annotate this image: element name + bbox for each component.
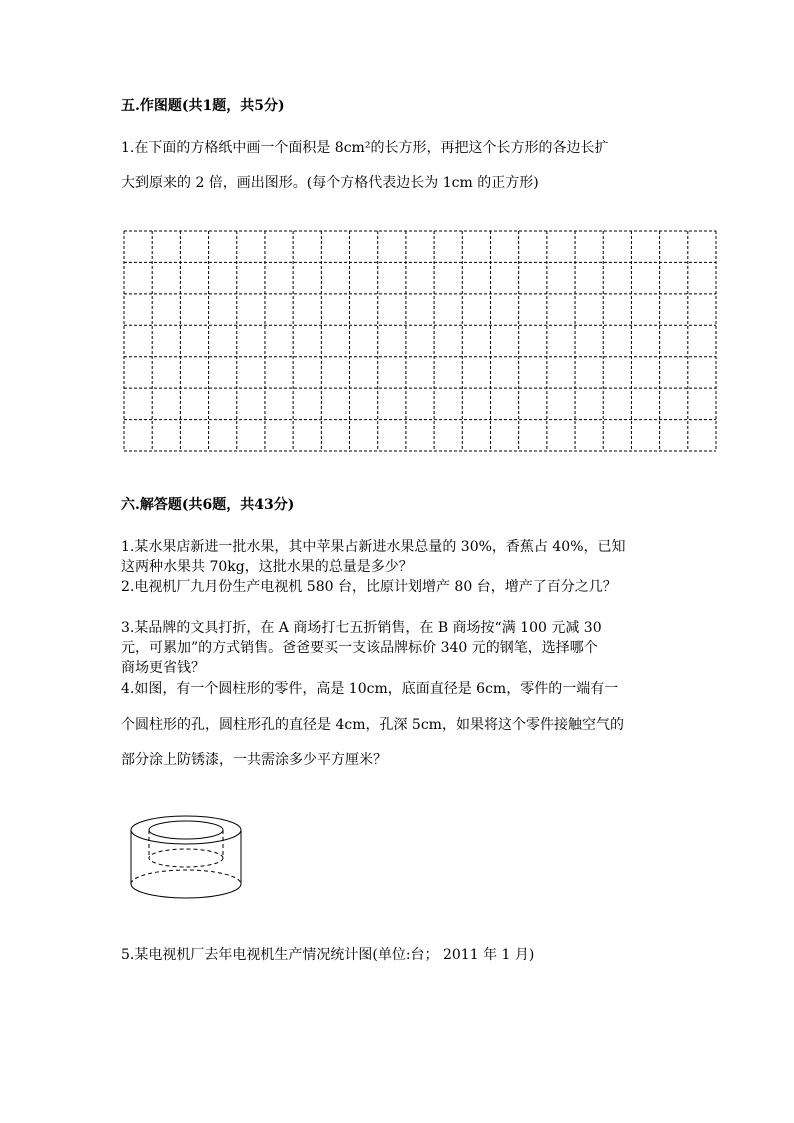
section6-q1-line2: 这两种水果共 70kg，这批水果的总量是多少？ (121, 559, 413, 575)
section6-heading: 六.解答题(共6题，共43分) (121, 497, 295, 513)
section6-q4-line3: 部分涂上防锈漆，一共需涂多少平方厘米？ (121, 752, 387, 768)
section6-q1-line1: 1.某水果店新进一批水果，其中苹果占新进水果总量的 30%，香蕉占 40%，已知 (121, 539, 626, 555)
inner-bottom-ellipse (149, 849, 223, 867)
section5-heading: 五.作图题(共1题，共5分) (121, 98, 285, 114)
section6-q3-line1: 3.某品牌的文具打折，在 A 商场打七五折销售，在 B 商场按“满 100 元减 30 (121, 620, 602, 636)
outer-bottom-back (131, 870, 241, 884)
section6-q4-line1: 4.如图，有一个圆柱形的零件，高是 10cm，底面直径是 6cm，零件的一端有一 (121, 681, 619, 697)
outer-bottom-front (131, 884, 241, 898)
outer-top-ellipse (131, 816, 241, 844)
inner-top-ellipse (149, 821, 223, 839)
section6-q4-line2: 个圆柱形的孔，圆柱形孔的直径是 4cm，孔深 5cm，如果将这个零件接触空气的 (121, 717, 624, 733)
section6-q5: 5.某电视机厂去年电视机生产情况统计图(单位:台； 2011 年 1 月) (121, 947, 535, 963)
section6-q3-line3: 商场更省钱？ (121, 660, 205, 676)
section5-q1-line1: 1.在下面的方格纸中画一个面积是 8cm²的长方形，再把这个长方形的各边长扩 (121, 140, 609, 156)
section6-q2: 2.电视机厂九月份生产电视机 580 台，比原计划增产 80 台，增产了百分之几？ (121, 579, 617, 595)
section6-q3-line2: 元，可累加”的方式销售。爸爸要买一支该品牌标价 340 元的钢笔，选择哪个 (121, 640, 598, 656)
section5-q1-line2: 大到原来的 2 倍，画出图形。(每个方格代表边长为 1cm 的正方形) (121, 175, 539, 191)
